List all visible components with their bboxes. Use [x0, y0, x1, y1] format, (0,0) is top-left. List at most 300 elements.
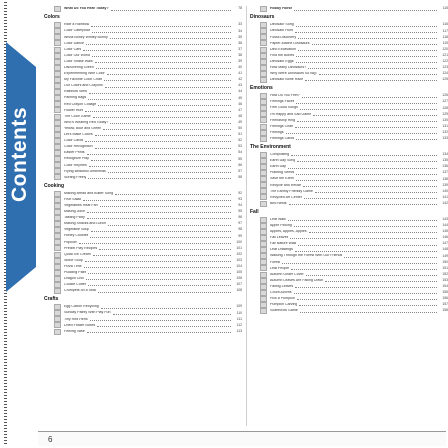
entry-thumbnail-icon	[54, 215, 61, 221]
entry-thumbnail-icon	[54, 71, 61, 77]
entry-title: Who's Wearing Red Today?	[64, 120, 109, 124]
entry-thumbnail-icon	[54, 329, 61, 335]
contents-page	[2, 2, 446, 446]
dot-leader	[105, 85, 231, 88]
toc-entry	[44, 329, 242, 335]
entry-thumbnail-icon	[54, 221, 61, 227]
dot-leader	[290, 236, 437, 239]
entry-title: Save the Earth	[270, 177, 294, 181]
entry-page-number: 52	[238, 138, 242, 143]
entry-thumbnail-icon	[260, 308, 267, 314]
entry-title: Falling Leaves	[270, 284, 294, 288]
entry-title: Forest	[270, 260, 281, 264]
dot-leader	[110, 36, 231, 39]
entry-page-number: 97	[238, 221, 242, 226]
entry-thumbnail-icon	[54, 264, 61, 270]
entry-page-number: 120	[442, 46, 448, 51]
entry-page-number: 116	[442, 22, 448, 27]
entry-thumbnail-icon	[260, 290, 267, 296]
entry-page-number: 118	[442, 34, 448, 39]
entry-page-number: 142	[442, 200, 448, 205]
dot-leader	[86, 42, 231, 45]
entry-page-number: 110	[236, 310, 242, 315]
entry-page-number: 155	[442, 290, 448, 295]
entry-page-number: 126	[442, 93, 448, 98]
entry-title: Stone Soup	[64, 258, 83, 262]
entry-title: Planting Seeds	[270, 171, 295, 175]
entry-page-number: 36	[238, 40, 242, 45]
entry-page-number: 39	[238, 59, 242, 63]
section-heading: Emotions	[250, 85, 273, 92]
entry-title: Color Dance	[64, 41, 84, 45]
entry-thumbnail-icon	[260, 158, 267, 164]
dot-leader	[113, 312, 231, 315]
entry-page-number: 111	[236, 316, 242, 321]
dot-leader	[97, 324, 231, 327]
entry-page-number: 48	[238, 113, 242, 118]
entry-thumbnail-icon	[260, 65, 267, 71]
dot-leader	[92, 30, 231, 33]
entry-page-number: 107	[236, 282, 242, 287]
dot-leader	[98, 103, 231, 106]
top-entry	[250, 6, 448, 12]
entry-thumbnail-icon	[54, 270, 61, 276]
entry-page-number: 104	[236, 264, 242, 268]
dot-leader	[90, 235, 231, 238]
entry-page-number: 132	[442, 129, 448, 134]
entry-page-number: 101	[236, 245, 242, 250]
entry-title: Pudding Paint	[64, 271, 87, 274]
dot-leader	[288, 166, 437, 169]
entry-thumbnail-icon	[260, 34, 267, 40]
entry-title: Color Recognition	[64, 145, 93, 149]
entry-title: Our Colors and Crayons	[64, 84, 103, 88]
entry-thumbnail-icon	[260, 253, 267, 259]
dot-leader	[282, 261, 437, 264]
dot-leader	[302, 95, 437, 98]
dot-leader	[85, 259, 231, 262]
entry-title: The Earthly Friendly Game	[270, 189, 313, 193]
entry-thumbnail-icon	[54, 316, 61, 322]
dot-leader	[110, 121, 231, 124]
entry-title: Apples, Apples, Apples	[270, 230, 307, 234]
entry-title: Surfing Freely	[64, 175, 87, 179]
entry-page-number: 92	[238, 190, 242, 195]
entry-page-number: 50	[238, 126, 242, 131]
dot-leader	[298, 243, 437, 246]
entry-thumbnail-icon	[260, 105, 267, 111]
entry-page-number: 144	[442, 223, 448, 228]
dot-leader	[84, 265, 231, 268]
dot-leader	[289, 202, 437, 205]
entry-title: Tasting Party	[64, 216, 85, 220]
entry-thumbnail-icon	[260, 40, 267, 46]
entry-title: Cookie Cutter	[64, 283, 86, 287]
dot-leader	[89, 164, 231, 167]
entry-thumbnail-icon	[54, 40, 61, 46]
dot-leader	[291, 267, 437, 270]
dot-leader	[308, 66, 437, 69]
entry-page-number: 37	[238, 46, 242, 51]
entry-thumbnail-icon	[54, 114, 61, 120]
entry-page-number: 113	[236, 328, 242, 333]
dot-leader	[92, 54, 231, 57]
entry-title: Recycled Art Center	[270, 195, 302, 199]
entry-thumbnail-icon	[54, 107, 61, 113]
entry-thumbnail-icon	[260, 117, 267, 123]
dot-leader	[286, 131, 437, 134]
entry-page-number: 109	[236, 304, 242, 309]
entry-page-number: 94	[238, 203, 242, 208]
entry-thumbnail-icon	[54, 310, 61, 316]
entry-thumbnail-icon	[54, 59, 61, 65]
entry-title: Dino Excavation	[270, 47, 296, 51]
entry-thumbnail-icon	[54, 209, 61, 215]
entry-page-number: 117	[442, 28, 448, 33]
entry-thumbnail-icon	[54, 288, 61, 294]
entry-title: Egg Carton Recycling	[64, 305, 99, 309]
dot-leader	[87, 210, 231, 213]
dot-leader	[296, 24, 437, 27]
toc-entry	[44, 288, 242, 294]
dot-leader	[295, 249, 437, 252]
entry-thumbnail-icon	[54, 95, 61, 101]
entry-page-number: 135	[442, 158, 448, 163]
dot-leader	[306, 273, 437, 276]
entry-thumbnail-icon	[260, 188, 267, 194]
entry-title: Flying Beautiful Umbrellas	[64, 169, 106, 173]
entry-page-number: 96	[238, 215, 242, 220]
dot-leader	[296, 178, 437, 181]
entry-title: Red Crayon Collage	[64, 102, 97, 106]
entry-page-number: 124	[442, 71, 448, 76]
entry-title: Feelings	[270, 130, 284, 134]
entry-page-number: 153	[442, 277, 448, 282]
entry-title: Fossil Discovery	[270, 35, 297, 39]
entry-page-number: 151	[442, 265, 448, 270]
entry-page-number: 34	[238, 28, 242, 33]
entry-page-number: 145	[442, 229, 448, 234]
entry-thumbnail-icon	[54, 120, 61, 126]
entry-page-number: 121	[442, 52, 448, 57]
dot-leader	[98, 290, 231, 293]
dot-leader	[294, 291, 437, 294]
entry-thumbnail-icon	[260, 247, 267, 253]
entry-title: Color Rhymes	[64, 163, 87, 167]
dot-leader	[296, 137, 437, 140]
entry-thumbnail-icon	[54, 227, 61, 233]
dot-leader	[315, 190, 437, 193]
entry-thumbnail-icon	[260, 136, 267, 142]
dot-leader	[296, 172, 437, 175]
entry-title: Color Caterpillar	[64, 29, 90, 33]
entry-thumbnail-icon	[260, 302, 267, 308]
entry-thumbnail-icon	[54, 191, 61, 197]
entry-thumbnail-icon	[260, 296, 267, 302]
entry-thumbnail-icon	[260, 6, 267, 12]
entry-page-number: 158	[442, 308, 448, 313]
dot-leader	[99, 247, 231, 250]
entry-title: Crumpets on a Stick	[64, 289, 97, 293]
entry-page-number: 143	[442, 216, 448, 221]
entry-title: Discovering Green	[64, 66, 94, 69]
entry-thumbnail-icon	[54, 83, 61, 89]
entry-title: Count Acorns	[270, 291, 292, 294]
entry-page-number: 103	[236, 257, 242, 262]
entry-thumbnail-icon	[54, 245, 61, 251]
entry-title: Apple Picking	[270, 223, 292, 227]
entry-page-number: 112	[236, 322, 242, 327]
entry-page-number: 134	[442, 152, 448, 157]
dot-leader	[95, 146, 231, 149]
entry-thumbnail-icon	[260, 164, 267, 170]
dot-leader	[85, 109, 231, 112]
entry-page-number: 78	[238, 6, 242, 11]
entry-page-number: 93	[238, 196, 242, 201]
entry-thumbnail-icon	[54, 65, 61, 71]
entry-title: Papier-Mâché Dinosaurs	[270, 41, 310, 45]
entry-title: Let's Make Colors	[64, 133, 93, 137]
entry-thumbnail-icon	[54, 156, 61, 162]
entry-thumbnail-icon	[260, 152, 267, 158]
side-tab-strip	[2, 2, 38, 446]
entry-page-number: 152	[442, 271, 448, 276]
entry-title: Recycle and Reuse	[270, 183, 302, 187]
entry-thumbnail-icon	[260, 170, 267, 176]
dot-leader	[291, 153, 437, 156]
dot-leader	[294, 224, 437, 227]
entry-thumbnail-icon	[54, 77, 61, 83]
entry-thumbnail-icon	[54, 101, 61, 107]
entry-thumbnail-icon	[54, 282, 61, 288]
entry-thumbnail-icon	[54, 197, 61, 203]
dot-leader	[296, 101, 437, 104]
entry-title: Leaf People	[270, 266, 290, 270]
entry-thumbnail-icon	[54, 138, 61, 144]
entry-title: Ride a Rainbow	[64, 23, 90, 27]
entry-thumbnail-icon	[54, 47, 61, 53]
entry-page-number: 57	[238, 168, 242, 173]
page-number: 6	[48, 435, 53, 444]
dot-leader	[86, 277, 231, 280]
entry-thumbnail-icon	[260, 99, 267, 105]
dot-leader	[313, 113, 437, 116]
right-column	[250, 6, 448, 314]
entry-title: Easter Prints	[64, 151, 85, 155]
dot-leader	[319, 72, 437, 75]
dot-leader	[297, 159, 437, 162]
dot-leader	[298, 48, 437, 51]
entry-thumbnail-icon	[260, 182, 267, 188]
entry-title: Feelings Faces	[270, 100, 295, 104]
dot-leader	[87, 216, 231, 219]
entry-title: Feel Good Songs	[270, 106, 298, 110]
entry-thumbnail-icon	[260, 229, 267, 235]
entry-page-number: 119	[442, 40, 448, 45]
entry-title: The Color Game	[64, 114, 91, 118]
entry-title: Vegetables Heat Fan	[64, 203, 98, 207]
entry-page-number: 99	[238, 233, 242, 238]
entry-thumbnail-icon	[260, 201, 267, 207]
toc-entry	[250, 201, 448, 207]
entry-page-number: 102	[236, 251, 242, 256]
section-heading: Fall	[250, 208, 259, 215]
entry-title: Making Bread and Butter Song	[64, 191, 114, 195]
entry-title: Painting Bags	[64, 96, 87, 100]
entry-thumbnail-icon	[260, 130, 267, 136]
dot-leader	[95, 133, 231, 136]
entry-thumbnail-icon	[54, 144, 61, 150]
entry-thumbnail-icon	[54, 162, 61, 168]
entry-page-number: 149	[442, 253, 448, 258]
entry-thumbnail-icon	[54, 22, 61, 28]
entry-page-number: 108	[236, 288, 242, 293]
dot-leader	[88, 283, 231, 286]
dot-leader	[104, 78, 231, 81]
entry-page-number: 115	[442, 6, 448, 11]
entry-page-number: 106	[236, 276, 242, 281]
entry-thumbnail-icon	[54, 258, 61, 264]
dot-leader	[300, 107, 437, 110]
entry-thumbnail-icon	[260, 111, 267, 117]
entry-thumbnail-icon	[260, 59, 267, 65]
entry-page-number: 157	[442, 302, 448, 307]
entry-title: How Do You Feel?	[270, 94, 300, 98]
entry-page-number: 130	[442, 117, 448, 122]
entry-page-number: 105	[236, 270, 242, 275]
dot-leader	[89, 91, 231, 94]
dot-leader	[296, 54, 437, 57]
dot-leader	[91, 24, 231, 27]
dot-leader	[87, 152, 231, 155]
dot-leader	[295, 125, 437, 128]
entry-title: Fall Nature Walk	[270, 242, 297, 246]
entry-page-number: 156	[442, 296, 448, 301]
dot-leader	[91, 229, 231, 232]
entry-thumbnail-icon	[260, 71, 267, 77]
entry-thumbnail-icon	[54, 276, 61, 282]
dot-leader	[312, 42, 437, 45]
dot-leader	[91, 158, 231, 161]
entry-page-number: 46	[238, 101, 242, 106]
dot-leader	[90, 318, 231, 321]
toc-entry	[44, 174, 242, 180]
entry-thumbnail-icon	[54, 233, 61, 239]
entry-thumbnail-icon	[260, 22, 267, 28]
entry-thumbnail-icon	[260, 278, 267, 284]
entry-page-number: 47	[238, 107, 242, 112]
dot-leader	[299, 303, 437, 306]
entry-title: Pumpkin Carving	[270, 303, 298, 307]
entry-page-number: 123	[442, 65, 448, 70]
toc-entry	[250, 77, 448, 83]
dot-leader	[88, 97, 231, 100]
dot-leader	[298, 36, 437, 39]
entry-page-number: 154	[442, 284, 448, 288]
dot-leader	[83, 198, 231, 201]
entry-title: Composting	[270, 153, 290, 157]
entry-title: Leaf Drawings	[270, 248, 293, 252]
contents-tab-label: Contents	[8, 107, 31, 202]
entry-thumbnail-icon	[54, 150, 61, 156]
entry-thumbnail-icon	[260, 124, 267, 130]
section-heading: The Environment	[250, 143, 291, 150]
dot-leader	[297, 297, 437, 300]
entry-title: Color Cards	[64, 139, 84, 143]
entry-title: Making Juice	[64, 210, 85, 214]
entry-thumbnail-icon	[260, 265, 267, 271]
dot-leader	[295, 285, 437, 288]
entry-page-number: 51	[238, 132, 242, 137]
dot-leader	[303, 184, 437, 187]
entry-title: Honey Cookies	[64, 234, 89, 238]
entry-page-number: 42	[238, 77, 242, 82]
dot-leader	[88, 271, 231, 274]
column-divider	[246, 6, 247, 426]
dot-leader	[344, 255, 437, 258]
entry-title: Why Were Dinosaurs So Big?	[270, 72, 318, 76]
section-heading: Colors	[44, 14, 60, 21]
entry-thumbnail-icon	[54, 304, 61, 310]
entry-page-number: 122	[442, 59, 448, 63]
section-heading: Crafts	[44, 296, 59, 303]
entry-title: Feelings Chart	[270, 124, 294, 128]
entry-thumbnail-icon	[260, 176, 267, 182]
entry-thumbnail-icon	[260, 272, 267, 278]
entry-title: Earth Day	[270, 165, 286, 169]
entry-page-number: 45	[238, 95, 242, 100]
dot-leader	[87, 330, 231, 333]
dot-leader	[294, 8, 437, 11]
entry-title: Rainbow Stew	[64, 90, 87, 94]
dot-leader	[300, 310, 437, 313]
dot-leader	[100, 204, 231, 207]
entry-title: Pizza Time	[64, 264, 82, 268]
entry-title: I'm Happy and Sad Game	[270, 112, 312, 116]
dot-leader	[83, 48, 231, 51]
entry-title: Color Our World	[64, 53, 90, 57]
entry-thumbnail-icon	[260, 284, 267, 290]
entry-thumbnail-icon	[54, 34, 61, 40]
entry-title: Pretzel Play Recipes	[64, 246, 98, 250]
entry-page-number: 49	[238, 119, 242, 124]
entry-title: Earth Day Song	[270, 159, 296, 163]
section-heading: Cooking	[44, 182, 64, 189]
entry-title: Feeling Vase	[64, 329, 85, 333]
entry-title: Experimenting With Color	[64, 72, 105, 76]
entry-page-number: 150	[442, 259, 448, 264]
entry-title: My Favorite Color Chart	[64, 78, 103, 82]
entry-thumbnail-icon	[260, 93, 267, 99]
entry-title: Making Snacks and Lunch	[64, 222, 107, 226]
dot-leader	[305, 78, 437, 81]
entry-page-number: 146	[442, 235, 448, 240]
entry-title: Sunday Painty With Play Fun	[64, 311, 111, 315]
entry-thumbnail-icon	[260, 235, 267, 241]
entry-page-number: 129	[442, 111, 448, 116]
entry-title: Fruit Salad	[64, 197, 82, 201]
entry-page-number: 136	[442, 164, 448, 169]
entry-thumbnail-icon	[54, 174, 61, 180]
entry-thumbnail-icon	[260, 28, 267, 34]
section-heading: Dinosaurs	[250, 14, 275, 21]
entry-title: Find the Bones	[270, 53, 295, 57]
dot-leader	[296, 60, 437, 63]
entry-page-number: 43	[238, 83, 242, 88]
entry-title: Tiny Red Hens	[64, 317, 88, 321]
entry-title: What Do You Hear Today?	[64, 7, 109, 11]
entry-title: Pick a Pumpkin	[270, 297, 295, 301]
